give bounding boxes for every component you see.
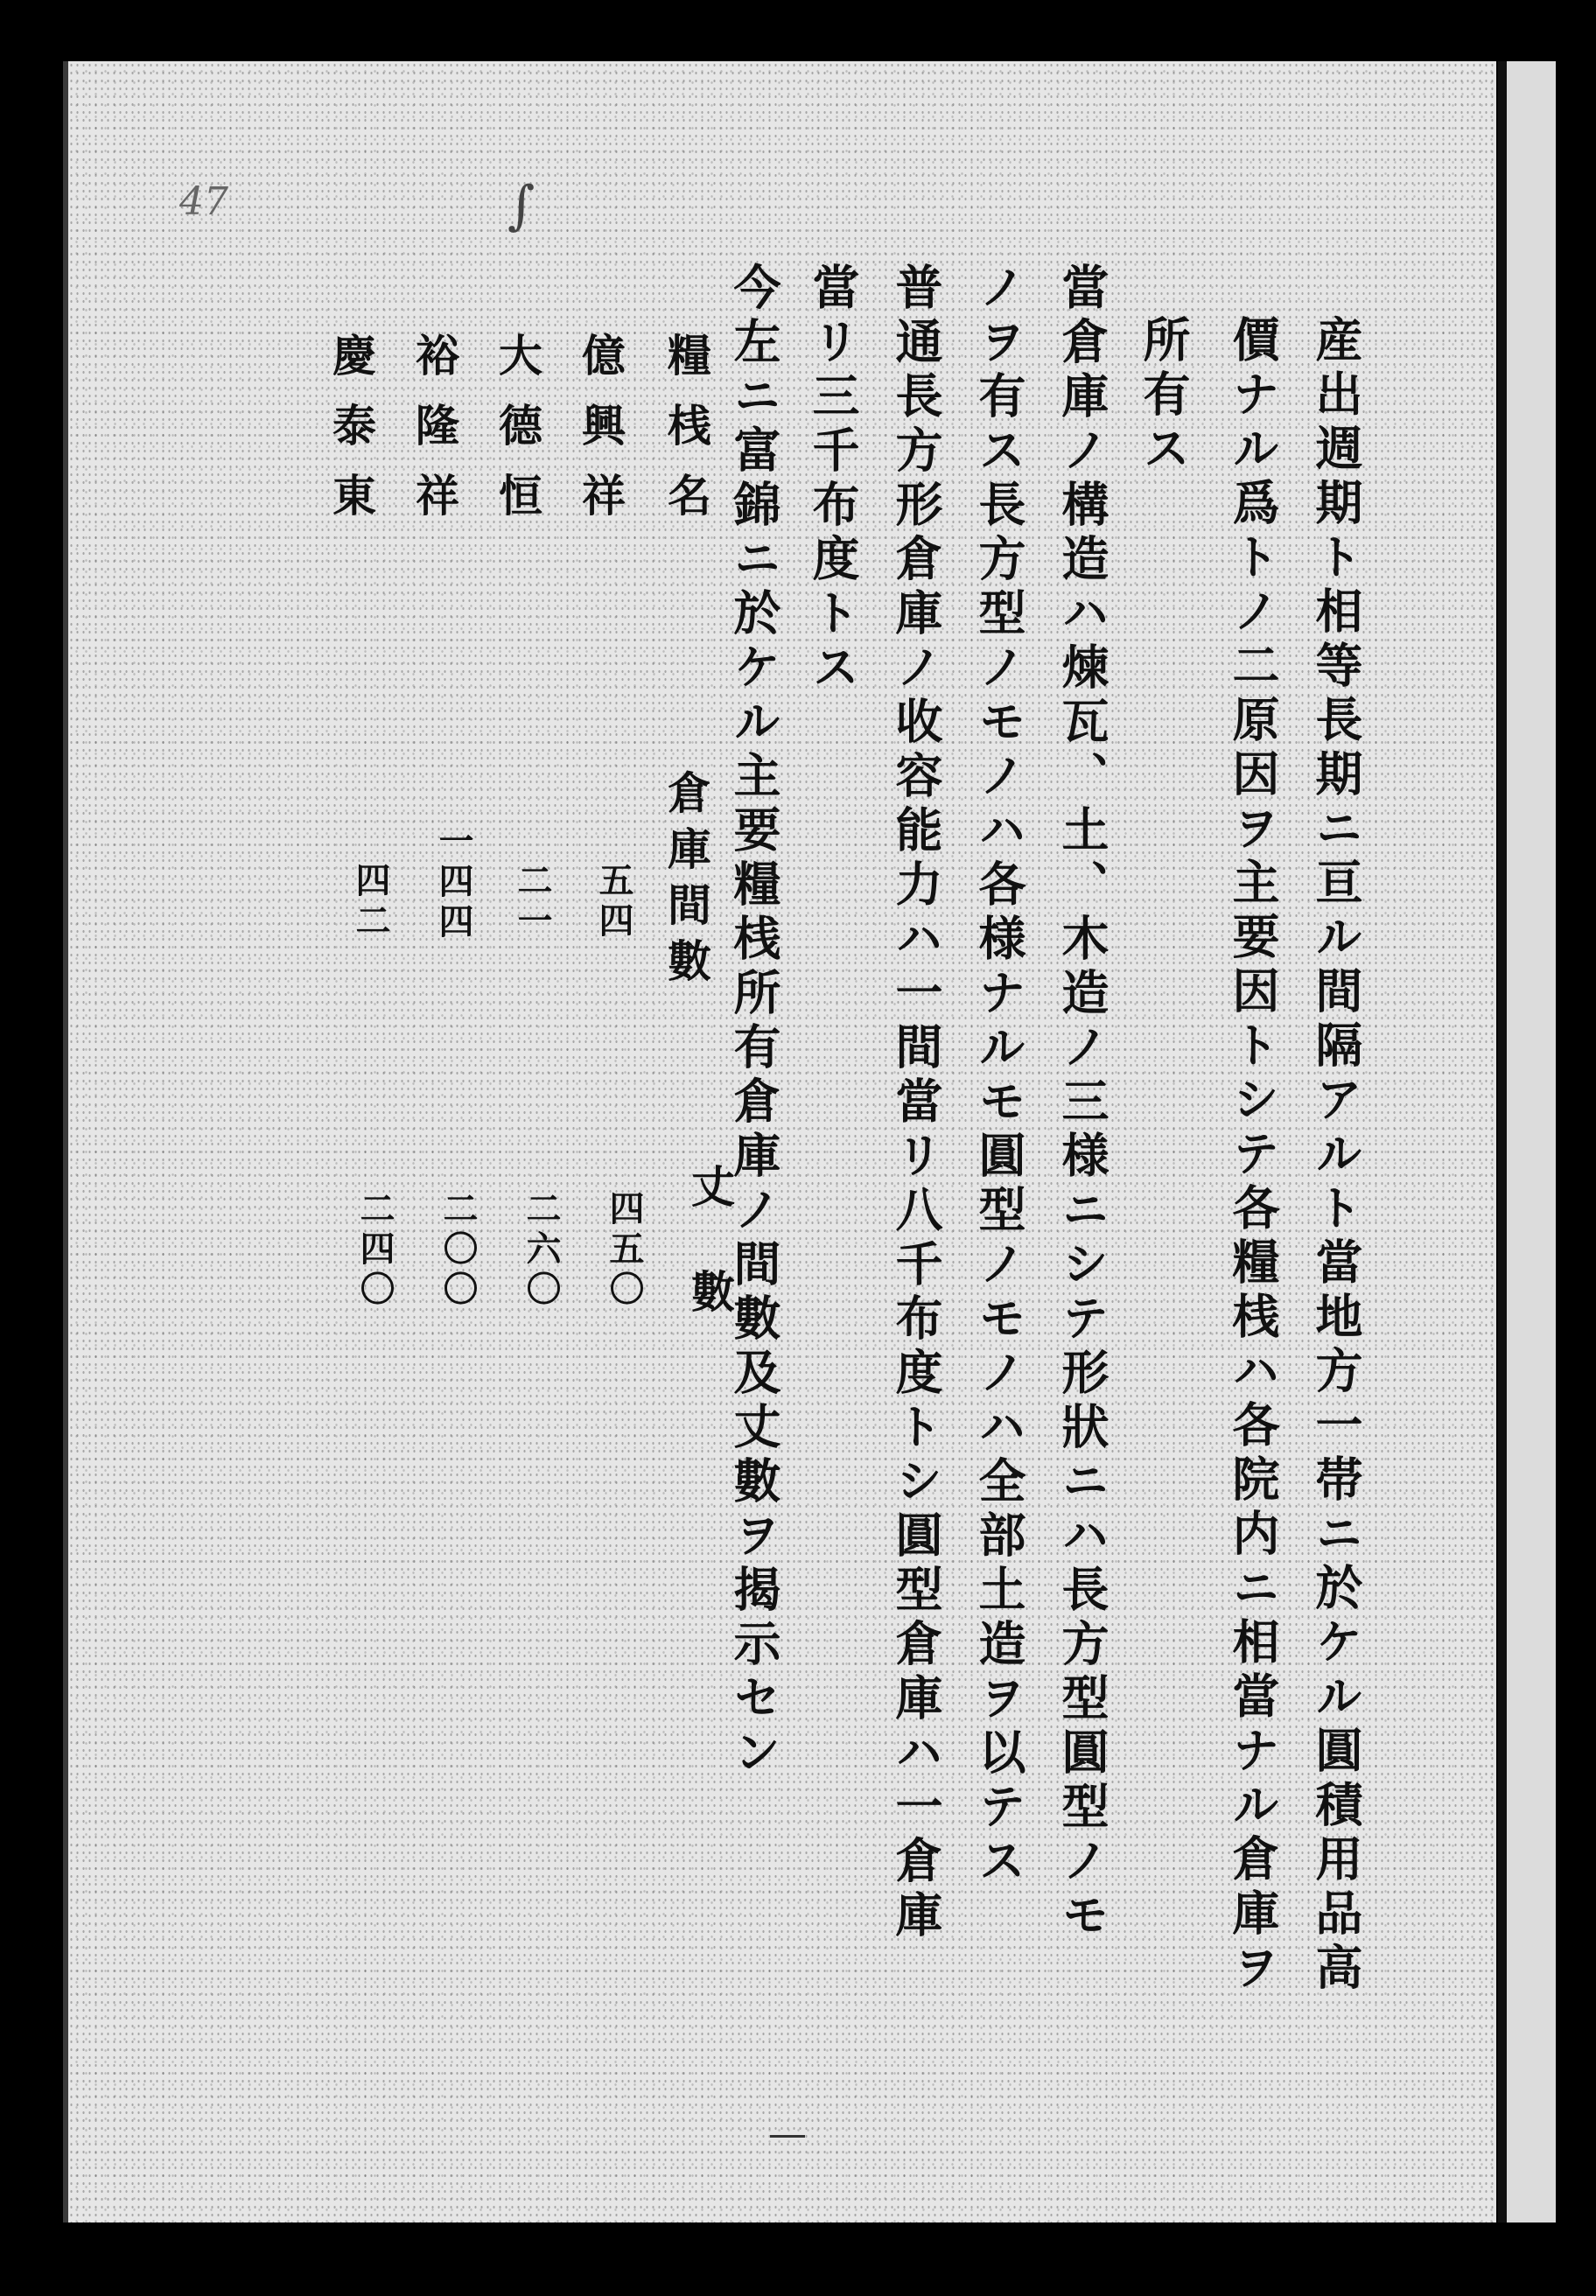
table-row-rooms: 一四四	[433, 822, 474, 943]
text-column-4: 當倉庫ノ構造ハ煉瓦、土、木造ノ三様ニシテ形狀ニハ長方型圓型ノモ	[1054, 262, 1110, 1944]
text-column-6: 普通長方形倉庫ノ收容能力ハ一間當リ八千布度トシ圓型倉庫ハ一倉庫	[888, 262, 944, 1944]
text-column-2: 價ナル爲トノ二原因ヲ主要因トシテ各糧桟ハ各院内ニ相當ナル倉庫ヲ	[1225, 315, 1281, 1997]
table-header-name: 糧桟名	[661, 332, 712, 542]
table-row-jou: 四五〇	[604, 1190, 645, 1311]
text-column-3: 所有ス	[1136, 315, 1192, 478]
text-column-7: 當リ三千布度トス	[805, 262, 861, 696]
table-row-name: 裕隆祥	[409, 332, 460, 542]
text-column-8: 今左ニ富錦ニ於ケル主要糧桟所有倉庫ノ間數及丈數ヲ揭示セン	[726, 262, 782, 1782]
table-row-jou: 二四〇	[354, 1190, 396, 1311]
margin-mark: ∫	[508, 175, 536, 236]
text-column-1: 産出週期ト相等長期ニ亘ル間隔アルト當地方一帯ニ於ケル圓積用品高	[1308, 315, 1364, 1997]
table-row-rooms: 二一	[512, 862, 553, 942]
text-column-5: ノヲ有ス長方型ノモノハ各様ナルモ圓型ノモノハ全部土造ヲ以テス	[971, 262, 1027, 1890]
footer-mark	[770, 2135, 805, 2138]
adjacent-page-edge	[1498, 61, 1556, 2222]
page-number: 47	[179, 179, 228, 224]
table-row-jou: 二六〇	[521, 1190, 562, 1311]
table-row-name: 大德恒	[492, 332, 543, 542]
table-row-rooms: 五四	[593, 862, 634, 942]
table-row-jou: 二〇〇	[438, 1190, 479, 1311]
table-row-name: 慶泰東	[326, 332, 377, 542]
table-row-name: 億興祥	[575, 332, 626, 542]
table-row-rooms: 四二	[350, 862, 391, 942]
table-header-rooms: 倉庫間數	[661, 770, 712, 994]
table-header-jou: 丈數	[684, 1164, 736, 1374]
